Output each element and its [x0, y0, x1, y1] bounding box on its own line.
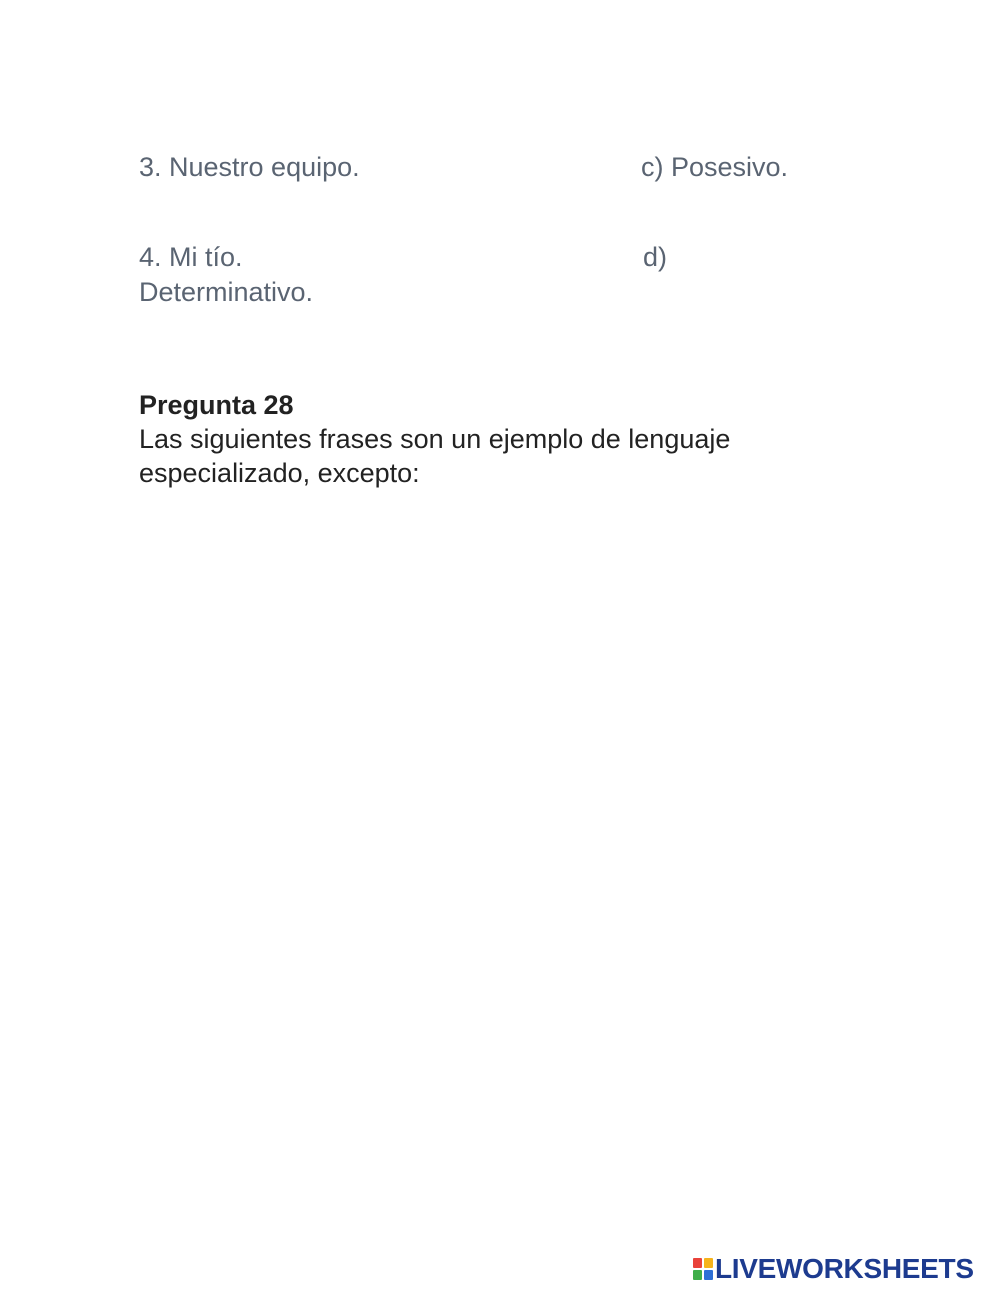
logo-square-red: [693, 1258, 702, 1268]
logo-square-yellow: [704, 1258, 713, 1268]
logo-mark-icon: [693, 1258, 713, 1280]
item-3-text: 3. Nuestro equipo.: [139, 152, 360, 182]
item-4-option-continuation: Determinativo.: [139, 277, 314, 307]
question-title: Pregunta 28: [139, 390, 294, 420]
logo-square-blue: [704, 1270, 713, 1280]
liveworksheets-logo: [693, 1254, 974, 1284]
item-4-option: d): [643, 242, 668, 272]
logo-text: LIVEWORKSHEETS: [715, 1253, 974, 1284]
question-body: Las siguientes frases son un ejemplo de lenguaje especializado, excepto:: [139, 424, 731, 488]
item-3-option: c) Posesivo.: [641, 152, 789, 182]
item-4-text: 4. Mi tío.: [139, 242, 243, 272]
logo-square-green: [693, 1270, 702, 1280]
